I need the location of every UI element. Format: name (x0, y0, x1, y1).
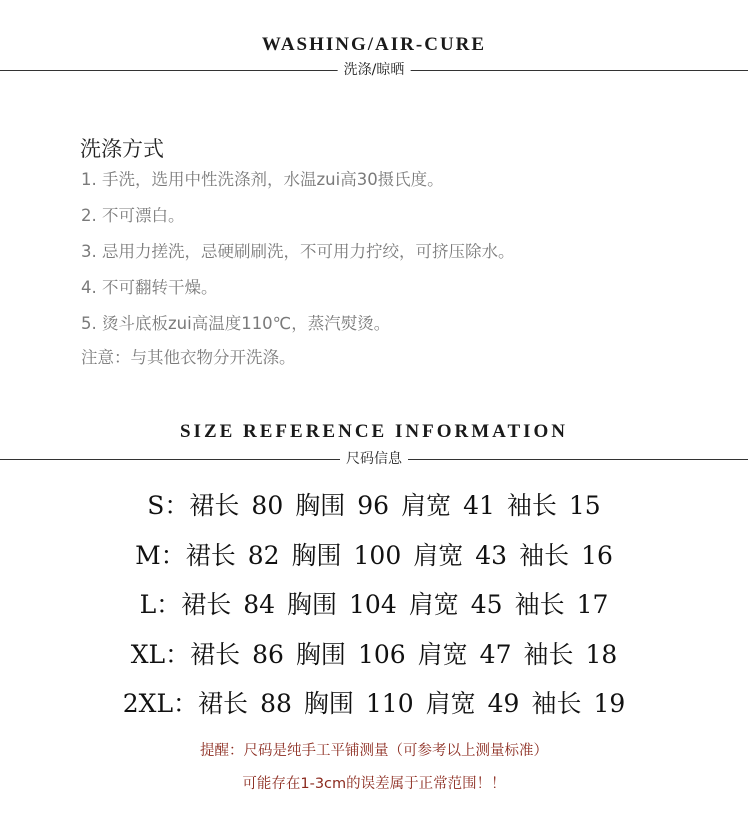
shoulder-value: 43 (475, 540, 508, 570)
sleeve-value: 15 (568, 491, 601, 520)
size-name: XL： (130, 639, 191, 669)
sleeve-value: 17 (576, 590, 609, 619)
length-value: 84 (243, 590, 276, 619)
bust-label: 胸围 (303, 689, 354, 718)
length-value: 86 (252, 639, 284, 669)
shoulder-label: 肩宽 (425, 689, 476, 718)
shoulder-label: 肩宽 (417, 639, 468, 669)
size-name: S： (147, 491, 190, 520)
shoulder-label: 肩宽 (401, 491, 452, 520)
shoulder-value: 45 (470, 590, 503, 619)
bust-value: 104 (349, 590, 397, 619)
shoulder-label: 肩宽 (413, 540, 464, 570)
washing-instruction: 5. 烫斗底板zui高温度110℃，蒸汽熨烫。 (81, 314, 391, 333)
tip-measurement-method: 提醒：尺码是纯手工平铺测量（可参考以上测量标准） (200, 743, 548, 759)
sleeve-label: 袖长 (531, 689, 582, 718)
sleeve-label: 袖长 (523, 639, 574, 669)
bust-label: 胸围 (295, 491, 346, 520)
washing-section-header (0, 34, 748, 84)
size-row (0, 484, 748, 534)
sleeve-value: 16 (581, 540, 613, 570)
length-label: 裙长 (181, 590, 232, 619)
size-name: L： (139, 590, 182, 619)
size-row (0, 534, 748, 584)
bust-label: 胸围 (287, 590, 338, 619)
shoulder-value: 47 (479, 639, 512, 669)
size-section-header (0, 421, 748, 473)
sleeve-label: 袖长 (519, 540, 570, 570)
shoulder-value: 49 (487, 689, 520, 718)
size-row (0, 633, 748, 683)
washing-header-chinese: 洗涤/晾晒 (338, 61, 411, 79)
washing-instruction: 4. 不可翻转干燥。 (81, 278, 218, 297)
shoulder-value: 41 (463, 491, 495, 520)
sleeve-value: 19 (593, 689, 626, 718)
sleeve-label: 袖长 (506, 491, 557, 520)
length-label: 裙长 (189, 491, 240, 520)
size-header-english: SIZE REFERENCE INFORMATION (179, 421, 569, 442)
length-label: 裙长 (190, 639, 241, 669)
bust-value: 100 (353, 540, 402, 570)
length-label: 裙长 (185, 540, 236, 570)
bust-value: 96 (357, 491, 390, 520)
length-value: 82 (247, 540, 280, 570)
sleeve-label: 袖长 (514, 590, 565, 619)
size-row (0, 682, 748, 732)
shoulder-label: 肩宽 (408, 590, 459, 619)
size-name: M： (135, 540, 186, 570)
bust-value: 106 (357, 639, 406, 669)
size-table (0, 484, 748, 732)
bust-label: 胸围 (295, 639, 346, 669)
size-name: 2XL： (122, 689, 199, 718)
washing-note: 注意：与其他衣物分开洗涤。 (81, 348, 296, 367)
sleeve-value: 18 (585, 639, 618, 669)
bust-label: 胸围 (291, 540, 342, 570)
bust-value: 110 (365, 689, 414, 718)
washing-instructions-list (81, 168, 515, 348)
size-header-chinese: 尺码信息 (340, 450, 408, 468)
size-row (0, 583, 748, 633)
washing-header-english: WASHING/AIR-CURE (261, 34, 487, 55)
washing-instruction: 2. 不可漂白。 (81, 206, 185, 225)
length-label: 裙长 (198, 689, 249, 718)
length-value: 80 (251, 491, 284, 520)
tip-error-range: 可能存在1-3cm的误差属于正常范围！！ (242, 776, 506, 792)
length-value: 88 (260, 689, 292, 718)
washing-instruction: 3. 忌用力搓洗，忌硬刷刷洗，不可用力拧绞，可挤压除水。 (81, 242, 515, 261)
measurement-tips (0, 740, 748, 806)
washing-method-title: 洗涤方式 (80, 137, 164, 161)
washing-instruction: 1. 手洗，选用中性洗涤剂，水温zui高30摄氏度。 (81, 170, 444, 189)
